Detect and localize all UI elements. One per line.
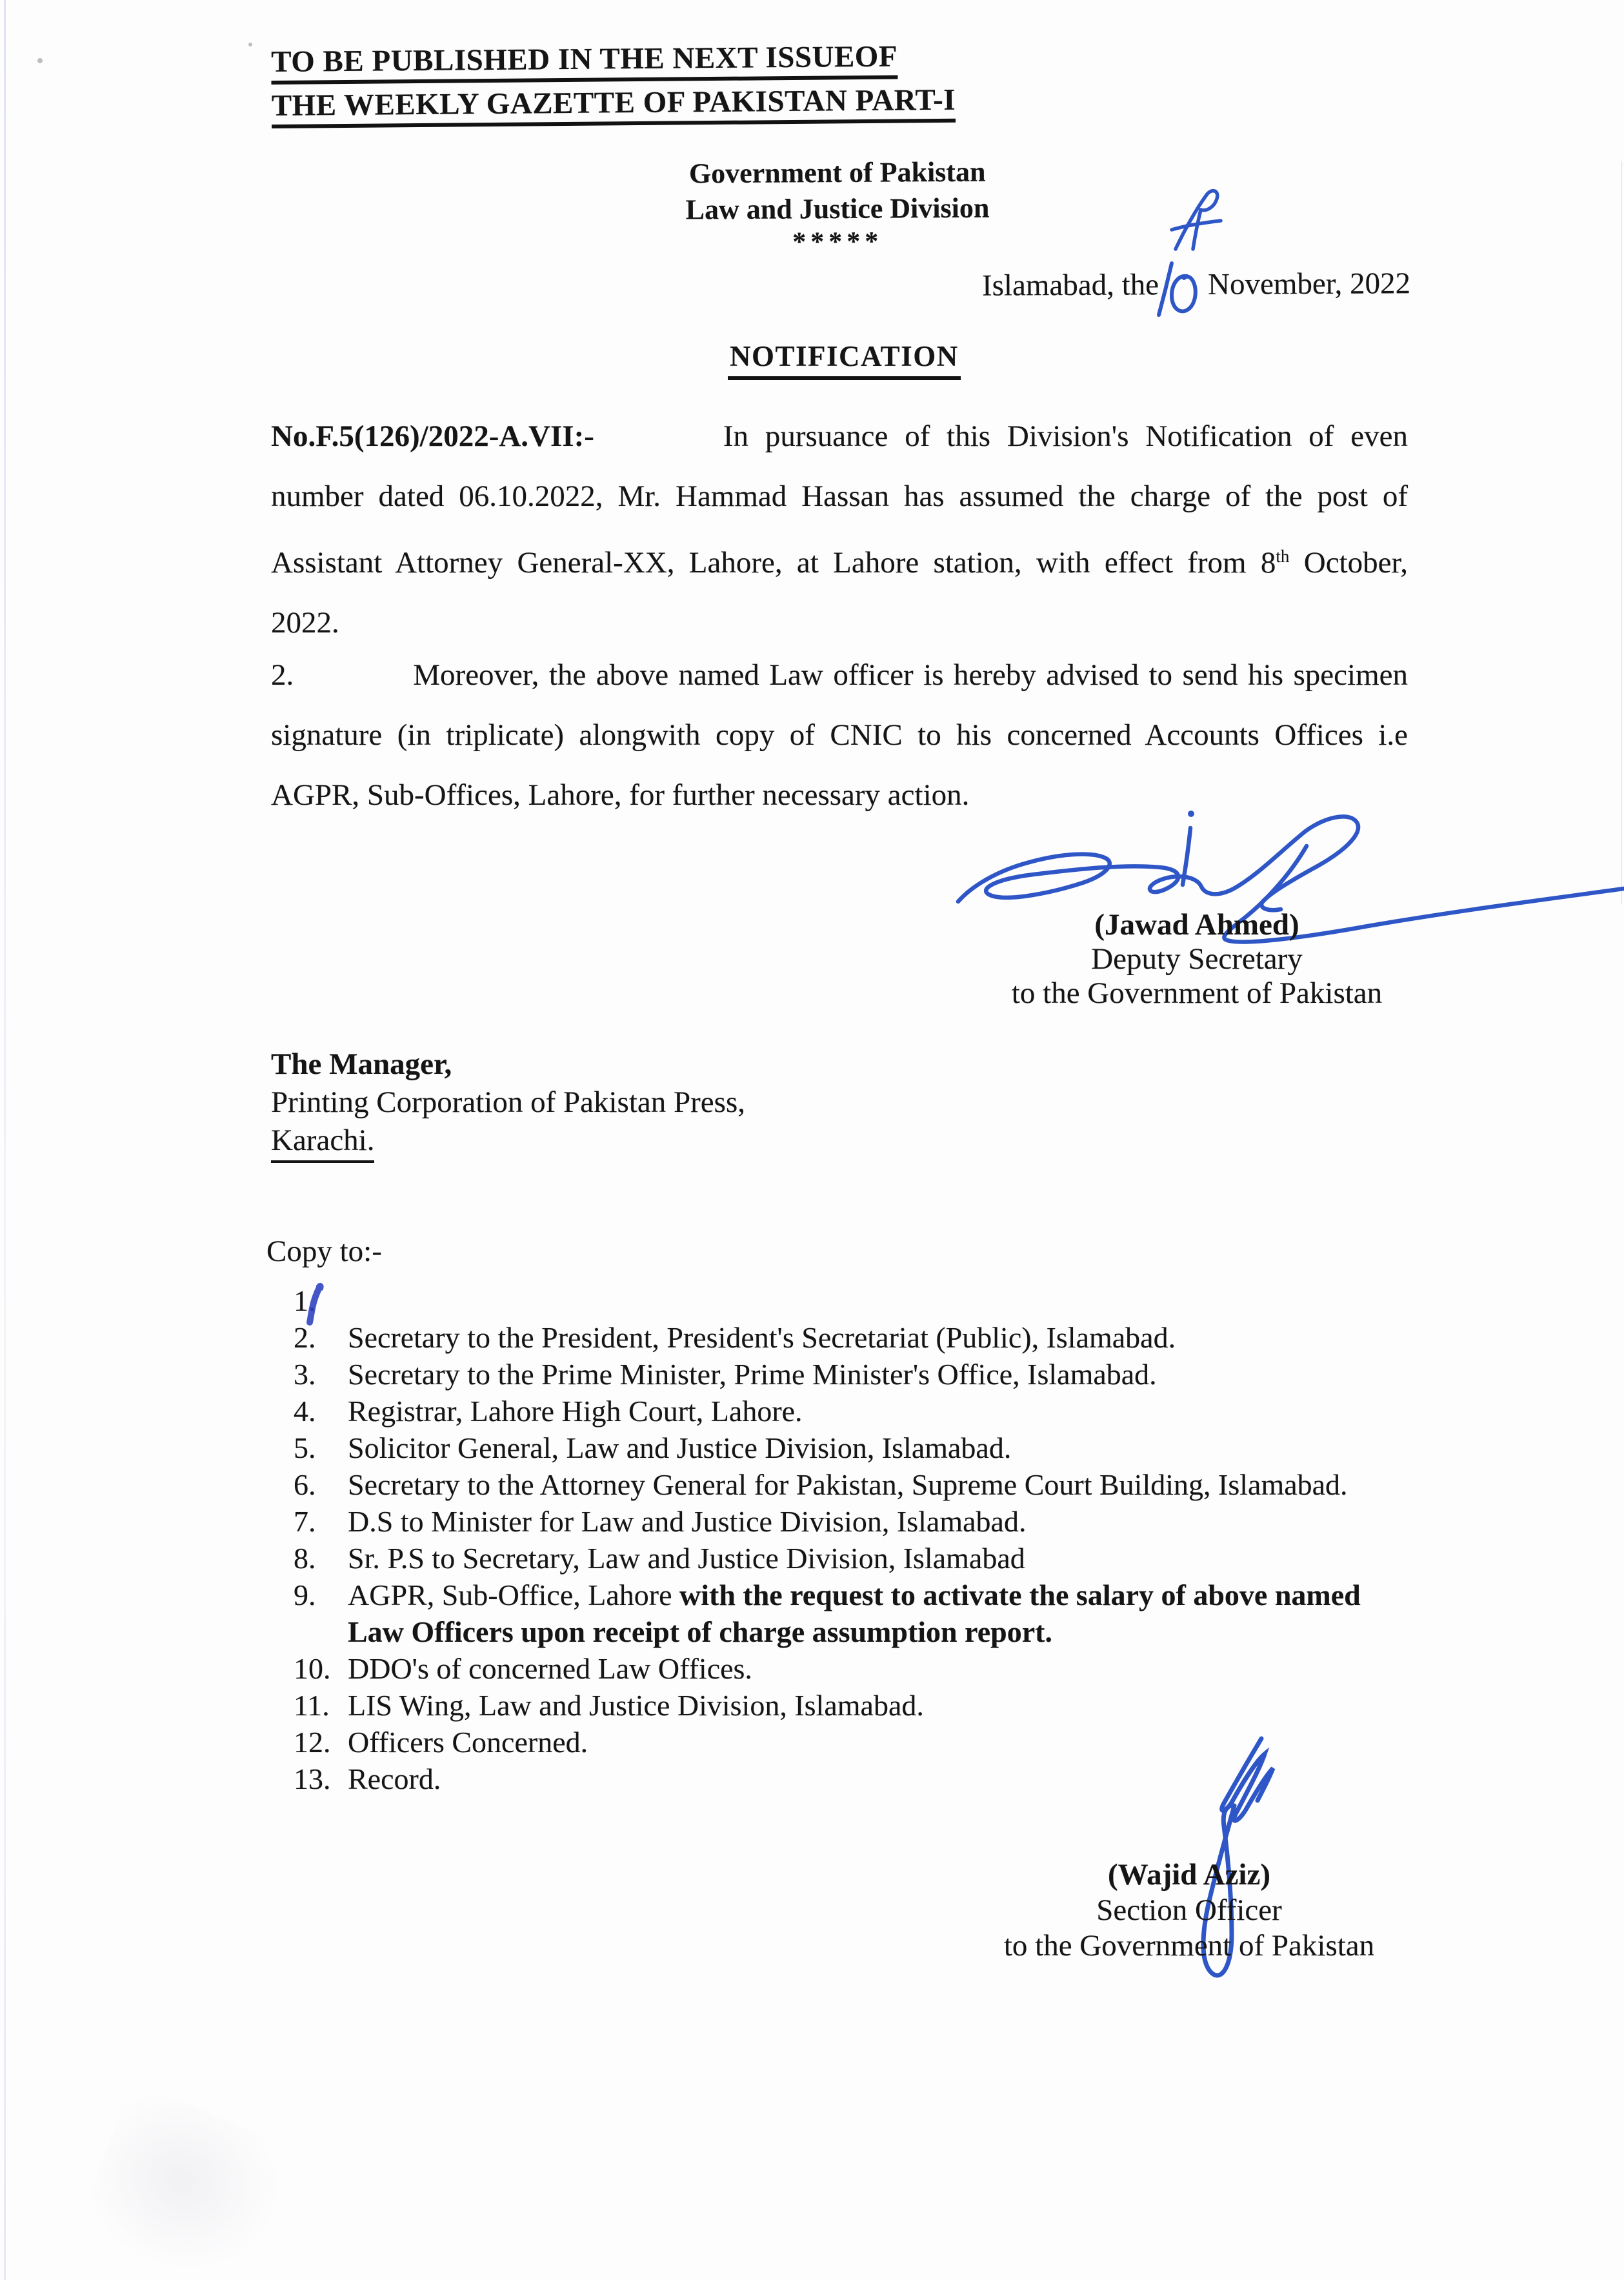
addressee-block [271, 1045, 745, 1163]
copy-item-text: Registrar, Lahore High Court, Lahore. [348, 1395, 803, 1428]
copy-item-text [348, 1282, 1410, 1319]
copy-item-text: Solicitor General, Law and Justice Division, Islamabad. [348, 1431, 1012, 1464]
copy-item-number: 11. [294, 1689, 330, 1722]
copy-item-number: 10. [294, 1652, 331, 1685]
copy-item-text [348, 1577, 1410, 1650]
copy-item-number: 12. [294, 1726, 331, 1759]
signatory-1-title: Deputy Secretary [1091, 942, 1303, 976]
copy-item-text-normal: AGPR, Sub-Office, Lahore [348, 1579, 679, 1611]
copy-item-text: Record. [348, 1762, 441, 1795]
copy-list-row [294, 1319, 1410, 1356]
copy-item-text-bold: with the request to activate the salary of above named Law Officers upon receipt of charge assumption report. [348, 1579, 1361, 1648]
scan-speck [248, 43, 252, 46]
ordinal-superscript: th [1276, 547, 1290, 566]
scan-edge-artifact-left [4, 0, 6, 2280]
copy-list-row [294, 1650, 1410, 1687]
copy-item-number: 4. [294, 1395, 316, 1428]
signatory-2-title: Section Officer [1096, 1893, 1282, 1927]
signatory-1-org: to the Government of Pakistan [1011, 976, 1383, 1010]
copy-list-row [294, 1540, 1410, 1577]
signatory-2-org: to the Government of Pakistan [1003, 1929, 1375, 1962]
notification-ref-number: No.F.5(126)/2022-A.VII:- [271, 419, 594, 453]
copy-item-text: LIS Wing, Law and Justice Division, Islamabad. [348, 1689, 924, 1722]
signatory-block-deputy-secretary [997, 908, 1397, 1011]
item-1-mark-strokes [310, 1285, 322, 1322]
copy-item-number: 6. [294, 1468, 316, 1501]
copy-list-row [294, 1577, 1410, 1650]
paragraph-2-number: 2. [271, 658, 294, 692]
addressee-line3: Karachi. [271, 1122, 374, 1163]
publication-notice-line2: THE WEEKLY GAZETTE OF PAKISTAN PART-I [272, 83, 956, 128]
copy-item-number: 7. [294, 1505, 316, 1538]
letterhead-stars-rule: ***** [792, 227, 883, 257]
copy-item-text: Secretary to the President, President's Secretariat (Public), Islamabad. [348, 1321, 1176, 1354]
copy-item-number: 1. [294, 1284, 316, 1317]
publication-notice [271, 39, 956, 133]
copy-to-heading: Copy to:- [266, 1235, 382, 1268]
letterhead-division: Law and Justice Division [685, 192, 990, 226]
paragraph-1-text-end: October, 2022. [271, 546, 1408, 640]
handwritten-initials-ink [1160, 186, 1231, 258]
copy-list-row [294, 1687, 1410, 1724]
copy-list-row [294, 1393, 1410, 1429]
copy-list-row [294, 1466, 1410, 1503]
copy-item-text: Officers Concerned. [348, 1726, 588, 1759]
handwritten-mark-item-1-ink [298, 1281, 337, 1326]
copy-list-row [294, 1429, 1410, 1466]
notification-paragraph-1 [271, 407, 1408, 653]
paragraph-2-text: Moreover, the above named Law officer is hereby advised to send his specimen signature (in triplicate) alongwith copy of CNIC to his concerned Accounts Offices i.e AGPR, Sub-Offices, Lahore, for further necessary action. [271, 658, 1408, 812]
copy-item-number: 9. [294, 1579, 316, 1611]
copy-item-number: 13. [294, 1762, 331, 1795]
initials-strokes [1172, 191, 1221, 249]
paragraph-1-text: In pursuance of this Division's Notification of even number dated 06.10.2022, Mr. Hammad Hassan has assumed the charge of the post of Assistant Attorney General-XX, Lahore, at Lahore station, with effect from 8 [271, 419, 1408, 580]
notification-title: NOTIFICATION [728, 339, 961, 380]
copy-item-text: Sr. P.S to Secretary, Law and Justice Division, Islamabad [348, 1542, 1025, 1575]
copy-item-text: Secretary to the Prime Minister, Prime Minister's Office, Islamabad. [348, 1358, 1157, 1391]
letterhead [670, 154, 1006, 257]
copy-item-number: 3. [294, 1358, 316, 1391]
scan-smudge-artifact [73, 2083, 301, 2280]
copy-item-number: 5. [294, 1431, 316, 1464]
addressee-line2: Printing Corporation of Pakistan Press, [271, 1085, 745, 1119]
copy-list-row [294, 1356, 1410, 1393]
copy-item-number: 8. [294, 1542, 316, 1575]
copy-list [294, 1282, 1410, 1797]
copy-list-row [294, 1503, 1410, 1540]
scan-speck [37, 58, 43, 63]
addressee-line1: The Manager, [271, 1047, 452, 1081]
copy-item-text: D.S to Minister for Law and Justice Division, Islamabad. [348, 1505, 1027, 1538]
signatory-block-section-officer [989, 1857, 1389, 1964]
publication-notice-line1: TO BE PUBLISHED IN THE NEXT ISSUEOF [271, 40, 897, 85]
dateline-prefix: Islamabad, the [981, 268, 1159, 303]
dateline-suffix: November, 2022 [1207, 267, 1411, 301]
day-strokes [1159, 263, 1196, 315]
handwritten-day-ink [1150, 257, 1198, 318]
signatory-1-name: (Jawad Ahmed) [1094, 908, 1299, 942]
copy-item-number: 2. [294, 1321, 316, 1354]
letterhead-government: Government of Pakistan [688, 156, 986, 190]
copy-list-row [294, 1282, 1410, 1319]
copy-item-text: Secretary to the Attorney General for Pakistan, Supreme Court Building, Islamabad. [348, 1468, 1348, 1501]
signatory-2-name: (Wajid Aziz) [1108, 1858, 1270, 1892]
copy-item-text: DDO's of concerned Law Offices. [348, 1652, 752, 1685]
